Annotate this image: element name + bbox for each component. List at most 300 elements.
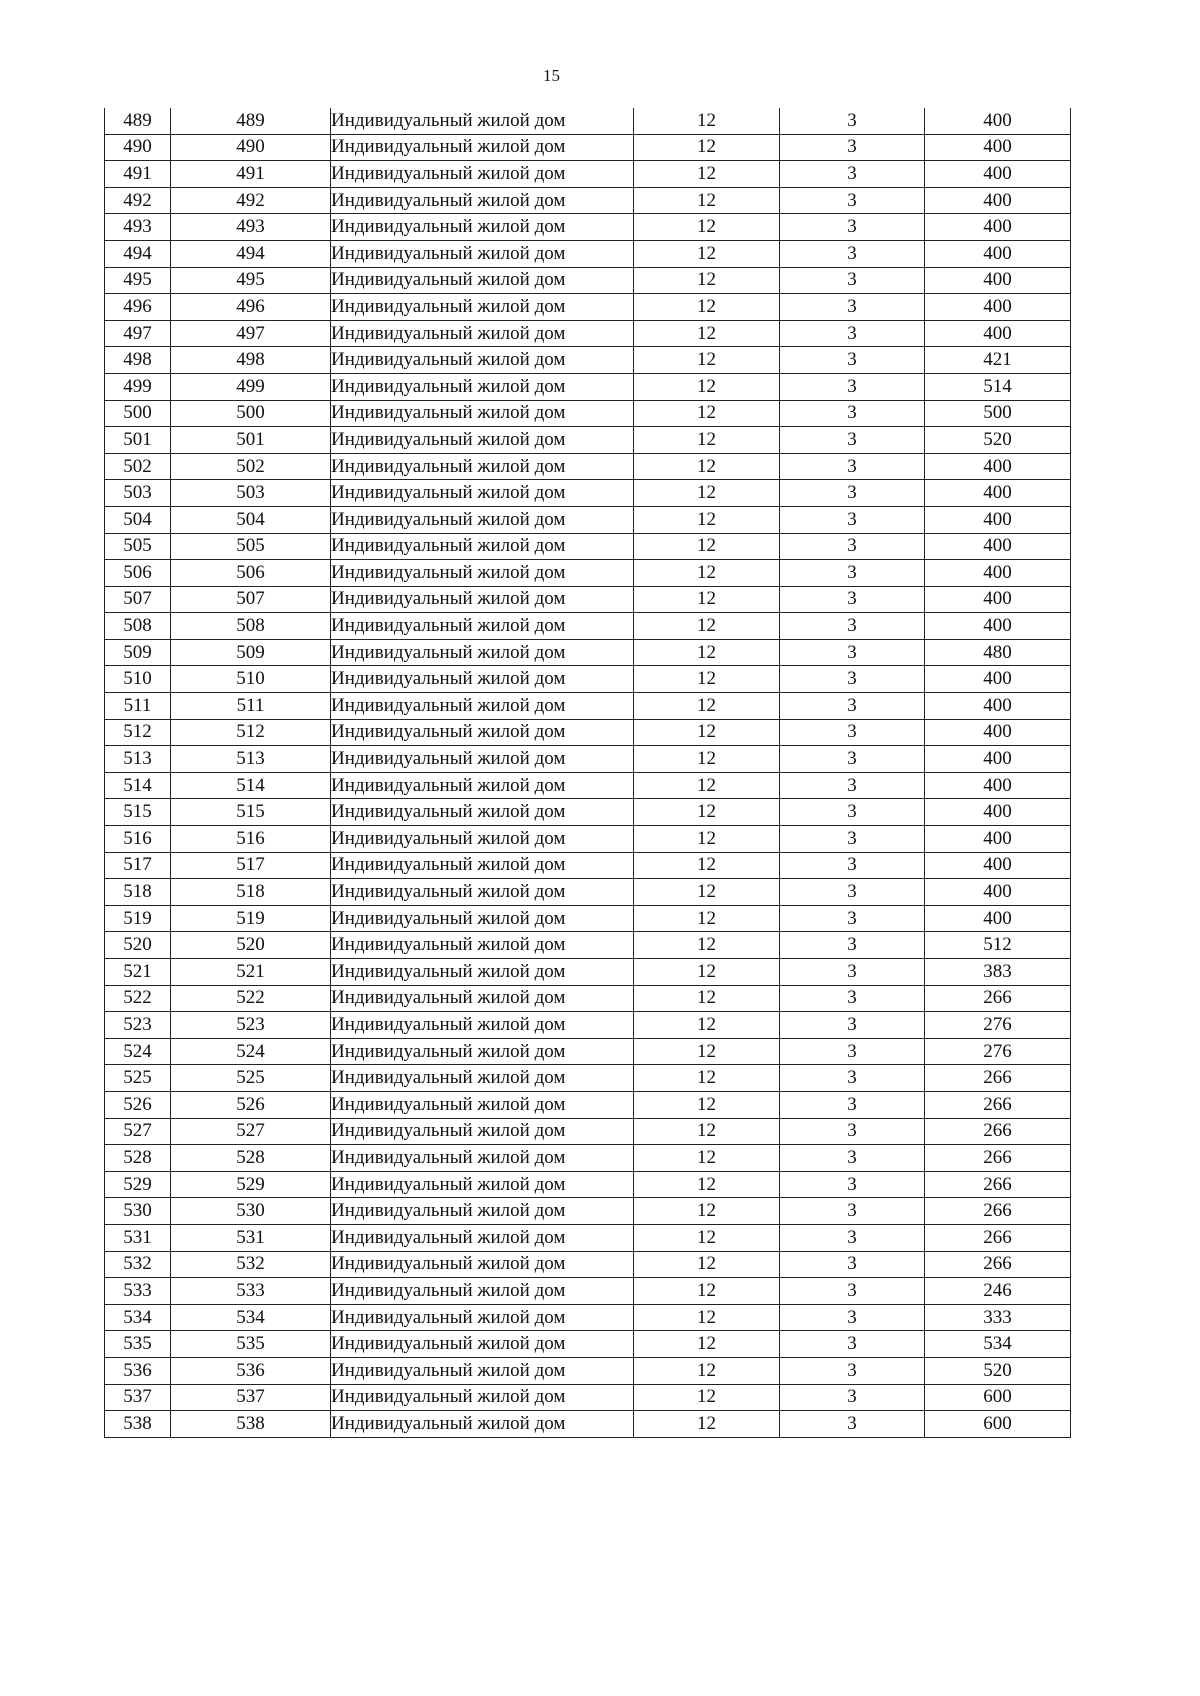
- cell-value-a: 12: [634, 666, 780, 693]
- cell-lot-number: 538: [171, 1411, 331, 1438]
- cell-value-a: 12: [634, 932, 780, 959]
- cell-object-type: Индивидуальный жилой дом: [331, 187, 634, 214]
- cell-area: 400: [925, 693, 1071, 720]
- cell-value-b: 3: [780, 453, 925, 480]
- cell-lot-number: 532: [171, 1251, 331, 1278]
- table-row: [105, 586, 1071, 613]
- cell-row-number: 529: [105, 1171, 171, 1198]
- table-row: [105, 427, 1071, 454]
- table-row: [105, 639, 1071, 666]
- cell-area: 383: [925, 959, 1071, 986]
- cell-object-type: Индивидуальный жилой дом: [331, 480, 634, 507]
- cell-value-a: 12: [634, 1304, 780, 1331]
- cell-area: 400: [925, 719, 1071, 746]
- cell-area: 400: [925, 214, 1071, 241]
- cell-value-a: 12: [634, 240, 780, 267]
- cell-value-b: 3: [780, 959, 925, 986]
- cell-value-b: 3: [780, 613, 925, 640]
- cell-area: 400: [925, 905, 1071, 932]
- cell-area: 400: [925, 134, 1071, 161]
- cell-object-type: Индивидуальный жилой дом: [331, 932, 634, 959]
- cell-lot-number: 523: [171, 1012, 331, 1039]
- table-row: [105, 932, 1071, 959]
- cell-object-type: Индивидуальный жилой дом: [331, 108, 634, 134]
- cell-lot-number: 496: [171, 294, 331, 321]
- cell-value-b: 3: [780, 134, 925, 161]
- cell-value-b: 3: [780, 879, 925, 906]
- cell-value-b: 3: [780, 320, 925, 347]
- cell-value-a: 12: [634, 187, 780, 214]
- cell-lot-number: 501: [171, 427, 331, 454]
- cell-value-a: 12: [634, 1384, 780, 1411]
- cell-object-type: Индивидуальный жилой дом: [331, 639, 634, 666]
- table-row: [105, 161, 1071, 188]
- cell-lot-number: 529: [171, 1171, 331, 1198]
- cell-row-number: 510: [105, 666, 171, 693]
- cell-lot-number: 514: [171, 772, 331, 799]
- cell-object-type: Индивидуальный жилой дом: [331, 453, 634, 480]
- cell-row-number: 527: [105, 1118, 171, 1145]
- cell-area: 400: [925, 294, 1071, 321]
- cell-lot-number: 500: [171, 400, 331, 427]
- cell-row-number: 514: [105, 772, 171, 799]
- cell-value-b: 3: [780, 1145, 925, 1172]
- cell-value-b: 3: [780, 560, 925, 587]
- cell-object-type: Индивидуальный жилой дом: [331, 905, 634, 932]
- cell-lot-number: 517: [171, 852, 331, 879]
- cell-value-b: 3: [780, 586, 925, 613]
- cell-row-number: 512: [105, 719, 171, 746]
- table-row: [105, 879, 1071, 906]
- cell-value-b: 3: [780, 1251, 925, 1278]
- cell-area: 600: [925, 1384, 1071, 1411]
- cell-value-a: 12: [634, 1038, 780, 1065]
- cell-row-number: 530: [105, 1198, 171, 1225]
- cell-area: 400: [925, 240, 1071, 267]
- cell-object-type: Индивидуальный жилой дом: [331, 161, 634, 188]
- table-row: [105, 240, 1071, 267]
- cell-row-number: 536: [105, 1357, 171, 1384]
- cell-row-number: 531: [105, 1224, 171, 1251]
- cell-object-type: Индивидуальный жилой дом: [331, 1065, 634, 1092]
- cell-lot-number: 513: [171, 746, 331, 773]
- cell-area: 400: [925, 586, 1071, 613]
- cell-area: 421: [925, 347, 1071, 374]
- cell-object-type: Индивидуальный жилой дом: [331, 373, 634, 400]
- table-row: [105, 719, 1071, 746]
- table-row: [105, 826, 1071, 853]
- cell-lot-number: 510: [171, 666, 331, 693]
- cell-value-b: 3: [780, 347, 925, 374]
- table-row: [105, 267, 1071, 294]
- cell-value-b: 3: [780, 240, 925, 267]
- cell-object-type: Индивидуальный жилой дом: [331, 1198, 634, 1225]
- cell-lot-number: 502: [171, 453, 331, 480]
- cell-value-a: 12: [634, 693, 780, 720]
- cell-value-b: 3: [780, 400, 925, 427]
- table-row: [105, 1091, 1071, 1118]
- cell-value-a: 12: [634, 373, 780, 400]
- cell-object-type: Индивидуальный жилой дом: [331, 1331, 634, 1358]
- table-row: [105, 187, 1071, 214]
- lots-table: [104, 108, 1071, 1438]
- cell-row-number: 526: [105, 1091, 171, 1118]
- cell-area: 400: [925, 666, 1071, 693]
- cell-area: 400: [925, 772, 1071, 799]
- cell-value-a: 12: [634, 294, 780, 321]
- cell-value-a: 12: [634, 214, 780, 241]
- cell-value-b: 3: [780, 1118, 925, 1145]
- cell-object-type: Индивидуальный жилой дом: [331, 533, 634, 560]
- cell-lot-number: 527: [171, 1118, 331, 1145]
- cell-row-number: 523: [105, 1012, 171, 1039]
- cell-value-a: 12: [634, 1118, 780, 1145]
- cell-area: 266: [925, 1065, 1071, 1092]
- cell-object-type: Индивидуальный жилой дом: [331, 427, 634, 454]
- cell-lot-number: 497: [171, 320, 331, 347]
- cell-object-type: Индивидуальный жилой дом: [331, 347, 634, 374]
- cell-value-a: 12: [634, 453, 780, 480]
- cell-area: 266: [925, 1198, 1071, 1225]
- cell-row-number: 518: [105, 879, 171, 906]
- cell-row-number: 490: [105, 134, 171, 161]
- cell-area: 266: [925, 1251, 1071, 1278]
- table-row: [105, 480, 1071, 507]
- cell-value-a: 12: [634, 1145, 780, 1172]
- cell-lot-number: 528: [171, 1145, 331, 1172]
- cell-object-type: Индивидуальный жилой дом: [331, 1091, 634, 1118]
- cell-value-a: 12: [634, 959, 780, 986]
- cell-row-number: 504: [105, 506, 171, 533]
- page-number: 15: [543, 66, 560, 85]
- cell-row-number: 520: [105, 932, 171, 959]
- table-row: [105, 108, 1071, 134]
- cell-area: 266: [925, 1171, 1071, 1198]
- cell-object-type: Индивидуальный жилой дом: [331, 267, 634, 294]
- table-row: [105, 1331, 1071, 1358]
- cell-row-number: 524: [105, 1038, 171, 1065]
- cell-object-type: Индивидуальный жилой дом: [331, 1411, 634, 1438]
- cell-value-a: 12: [634, 879, 780, 906]
- cell-object-type: Индивидуальный жилой дом: [331, 560, 634, 587]
- cell-lot-number: 495: [171, 267, 331, 294]
- cell-area: 266: [925, 985, 1071, 1012]
- table-row: [105, 666, 1071, 693]
- cell-lot-number: 505: [171, 533, 331, 560]
- cell-area: 400: [925, 852, 1071, 879]
- table-row: [105, 320, 1071, 347]
- cell-object-type: Индивидуальный жилой дом: [331, 1012, 634, 1039]
- cell-value-b: 3: [780, 533, 925, 560]
- cell-lot-number: 530: [171, 1198, 331, 1225]
- cell-lot-number: 515: [171, 799, 331, 826]
- cell-object-type: Индивидуальный жилой дом: [331, 985, 634, 1012]
- cell-object-type: Индивидуальный жилой дом: [331, 586, 634, 613]
- table-row: [105, 294, 1071, 321]
- cell-row-number: 505: [105, 533, 171, 560]
- cell-value-a: 12: [634, 134, 780, 161]
- cell-area: 480: [925, 639, 1071, 666]
- cell-row-number: 522: [105, 985, 171, 1012]
- cell-row-number: 521: [105, 959, 171, 986]
- cell-lot-number: 522: [171, 985, 331, 1012]
- cell-area: 400: [925, 480, 1071, 507]
- cell-area: 600: [925, 1411, 1071, 1438]
- cell-object-type: Индивидуальный жилой дом: [331, 1357, 634, 1384]
- cell-value-b: 3: [780, 1038, 925, 1065]
- cell-value-a: 12: [634, 1065, 780, 1092]
- cell-lot-number: 534: [171, 1304, 331, 1331]
- cell-value-b: 3: [780, 108, 925, 134]
- cell-value-b: 3: [780, 214, 925, 241]
- table-row: [105, 1411, 1071, 1438]
- cell-row-number: 509: [105, 639, 171, 666]
- cell-value-b: 3: [780, 985, 925, 1012]
- cell-lot-number: 492: [171, 187, 331, 214]
- cell-value-b: 3: [780, 161, 925, 188]
- cell-area: 400: [925, 799, 1071, 826]
- cell-lot-number: 518: [171, 879, 331, 906]
- cell-object-type: Индивидуальный жилой дом: [331, 214, 634, 241]
- cell-area: 400: [925, 108, 1071, 134]
- table-row: [105, 905, 1071, 932]
- cell-row-number: 500: [105, 400, 171, 427]
- cell-area: 266: [925, 1118, 1071, 1145]
- table-row: [105, 214, 1071, 241]
- cell-area: 400: [925, 746, 1071, 773]
- cell-value-a: 12: [634, 1012, 780, 1039]
- cell-lot-number: 519: [171, 905, 331, 932]
- cell-row-number: 528: [105, 1145, 171, 1172]
- cell-area: 400: [925, 320, 1071, 347]
- cell-object-type: Индивидуальный жилой дом: [331, 1251, 634, 1278]
- cell-row-number: 493: [105, 214, 171, 241]
- cell-object-type: Индивидуальный жилой дом: [331, 1304, 634, 1331]
- table-row: [105, 1278, 1071, 1305]
- table-row: [105, 1224, 1071, 1251]
- table-row: [105, 134, 1071, 161]
- cell-row-number: 519: [105, 905, 171, 932]
- cell-lot-number: 506: [171, 560, 331, 587]
- table-row: [105, 506, 1071, 533]
- cell-object-type: Индивидуальный жилой дом: [331, 613, 634, 640]
- table-row: [105, 1012, 1071, 1039]
- table-row: [105, 1357, 1071, 1384]
- cell-object-type: Индивидуальный жилой дом: [331, 1171, 634, 1198]
- cell-lot-number: 537: [171, 1384, 331, 1411]
- cell-value-a: 12: [634, 905, 780, 932]
- cell-area: 400: [925, 187, 1071, 214]
- cell-lot-number: 507: [171, 586, 331, 613]
- cell-row-number: 497: [105, 320, 171, 347]
- table-row: [105, 613, 1071, 640]
- cell-row-number: 508: [105, 613, 171, 640]
- table-row: [105, 1145, 1071, 1172]
- cell-value-b: 3: [780, 826, 925, 853]
- cell-value-a: 12: [634, 639, 780, 666]
- cell-object-type: Индивидуальный жилой дом: [331, 693, 634, 720]
- cell-row-number: 502: [105, 453, 171, 480]
- table-row: [105, 772, 1071, 799]
- cell-value-a: 12: [634, 347, 780, 374]
- cell-lot-number: 524: [171, 1038, 331, 1065]
- cell-object-type: Индивидуальный жилой дом: [331, 1384, 634, 1411]
- cell-lot-number: 511: [171, 693, 331, 720]
- cell-value-b: 3: [780, 1357, 925, 1384]
- cell-value-b: 3: [780, 1331, 925, 1358]
- table-row: [105, 1251, 1071, 1278]
- cell-lot-number: 509: [171, 639, 331, 666]
- table-row: [105, 985, 1071, 1012]
- cell-value-a: 12: [634, 427, 780, 454]
- cell-area: 400: [925, 560, 1071, 587]
- cell-object-type: Индивидуальный жилой дом: [331, 852, 634, 879]
- cell-object-type: Индивидуальный жилой дом: [331, 799, 634, 826]
- cell-object-type: Индивидуальный жилой дом: [331, 879, 634, 906]
- cell-lot-number: 520: [171, 932, 331, 959]
- cell-lot-number: 535: [171, 1331, 331, 1358]
- cell-object-type: Индивидуальный жилой дом: [331, 400, 634, 427]
- cell-row-number: 533: [105, 1278, 171, 1305]
- cell-object-type: Индивидуальный жилой дом: [331, 772, 634, 799]
- cell-object-type: Индивидуальный жилой дом: [331, 746, 634, 773]
- cell-value-b: 3: [780, 1065, 925, 1092]
- cell-lot-number: 533: [171, 1278, 331, 1305]
- cell-value-b: 3: [780, 693, 925, 720]
- cell-value-a: 12: [634, 1091, 780, 1118]
- table-row: [105, 453, 1071, 480]
- cell-lot-number: 494: [171, 240, 331, 267]
- table-row: [105, 852, 1071, 879]
- cell-lot-number: 526: [171, 1091, 331, 1118]
- cell-lot-number: 503: [171, 480, 331, 507]
- cell-area: 266: [925, 1091, 1071, 1118]
- cell-lot-number: 512: [171, 719, 331, 746]
- table-row: [105, 1304, 1071, 1331]
- table-row: [105, 1065, 1071, 1092]
- cell-value-b: 3: [780, 480, 925, 507]
- cell-lot-number: 525: [171, 1065, 331, 1092]
- cell-area: 246: [925, 1278, 1071, 1305]
- table-row: [105, 799, 1071, 826]
- cell-value-b: 3: [780, 267, 925, 294]
- cell-object-type: Индивидуальный жилой дом: [331, 240, 634, 267]
- cell-value-a: 12: [634, 1171, 780, 1198]
- cell-object-type: Индивидуальный жилой дом: [331, 1038, 634, 1065]
- table-row: [105, 1198, 1071, 1225]
- cell-object-type: Индивидуальный жилой дом: [331, 320, 634, 347]
- cell-value-b: 3: [780, 799, 925, 826]
- cell-area: 266: [925, 1224, 1071, 1251]
- cell-area: 400: [925, 453, 1071, 480]
- cell-value-a: 12: [634, 1224, 780, 1251]
- cell-lot-number: 489: [171, 108, 331, 134]
- cell-row-number: 496: [105, 294, 171, 321]
- cell-value-a: 12: [634, 506, 780, 533]
- cell-value-a: 12: [634, 400, 780, 427]
- cell-value-b: 3: [780, 772, 925, 799]
- cell-row-number: 507: [105, 586, 171, 613]
- cell-row-number: 535: [105, 1331, 171, 1358]
- cell-row-number: 495: [105, 267, 171, 294]
- cell-object-type: Индивидуальный жилой дом: [331, 666, 634, 693]
- cell-value-a: 12: [634, 852, 780, 879]
- cell-value-b: 3: [780, 639, 925, 666]
- cell-value-b: 3: [780, 1012, 925, 1039]
- cell-area: 514: [925, 373, 1071, 400]
- cell-value-b: 3: [780, 294, 925, 321]
- cell-row-number: 498: [105, 347, 171, 374]
- cell-object-type: Индивидуальный жилой дом: [331, 134, 634, 161]
- table-row: [105, 959, 1071, 986]
- cell-object-type: Индивидуальный жилой дом: [331, 1224, 634, 1251]
- cell-value-a: 12: [634, 1278, 780, 1305]
- cell-value-a: 12: [634, 1198, 780, 1225]
- cell-row-number: 501: [105, 427, 171, 454]
- cell-row-number: 525: [105, 1065, 171, 1092]
- cell-value-a: 12: [634, 161, 780, 188]
- cell-lot-number: 493: [171, 214, 331, 241]
- cell-lot-number: 499: [171, 373, 331, 400]
- cell-area: 400: [925, 879, 1071, 906]
- cell-lot-number: 536: [171, 1357, 331, 1384]
- cell-row-number: 513: [105, 746, 171, 773]
- cell-object-type: Индивидуальный жилой дом: [331, 959, 634, 986]
- cell-row-number: 516: [105, 826, 171, 853]
- cell-value-a: 12: [634, 772, 780, 799]
- cell-row-number: 499: [105, 373, 171, 400]
- table-row: [105, 533, 1071, 560]
- cell-value-b: 3: [780, 852, 925, 879]
- cell-value-b: 3: [780, 506, 925, 533]
- table-row: [105, 560, 1071, 587]
- cell-value-b: 3: [780, 373, 925, 400]
- cell-value-a: 12: [634, 480, 780, 507]
- cell-value-b: 3: [780, 1384, 925, 1411]
- cell-value-b: 3: [780, 427, 925, 454]
- cell-value-a: 12: [634, 533, 780, 560]
- cell-value-a: 12: [634, 1251, 780, 1278]
- cell-value-a: 12: [634, 1357, 780, 1384]
- cell-row-number: 494: [105, 240, 171, 267]
- cell-value-a: 12: [634, 586, 780, 613]
- cell-area: 400: [925, 267, 1071, 294]
- cell-value-b: 3: [780, 1171, 925, 1198]
- cell-value-b: 3: [780, 1411, 925, 1438]
- cell-value-a: 12: [634, 799, 780, 826]
- cell-area: 400: [925, 533, 1071, 560]
- cell-row-number: 492: [105, 187, 171, 214]
- cell-area: 400: [925, 826, 1071, 853]
- cell-area: 520: [925, 427, 1071, 454]
- cell-row-number: 537: [105, 1384, 171, 1411]
- table-row: [105, 693, 1071, 720]
- cell-value-a: 12: [634, 267, 780, 294]
- cell-lot-number: 491: [171, 161, 331, 188]
- cell-object-type: Индивидуальный жилой дом: [331, 1278, 634, 1305]
- cell-value-b: 3: [780, 1224, 925, 1251]
- cell-object-type: Индивидуальный жилой дом: [331, 294, 634, 321]
- cell-object-type: Индивидуальный жилой дом: [331, 826, 634, 853]
- cell-area: 400: [925, 161, 1071, 188]
- cell-area: 520: [925, 1357, 1071, 1384]
- cell-area: 276: [925, 1038, 1071, 1065]
- table-row: [105, 400, 1071, 427]
- table-row: [105, 1171, 1071, 1198]
- cell-lot-number: 490: [171, 134, 331, 161]
- cell-value-b: 3: [780, 1198, 925, 1225]
- cell-row-number: 506: [105, 560, 171, 587]
